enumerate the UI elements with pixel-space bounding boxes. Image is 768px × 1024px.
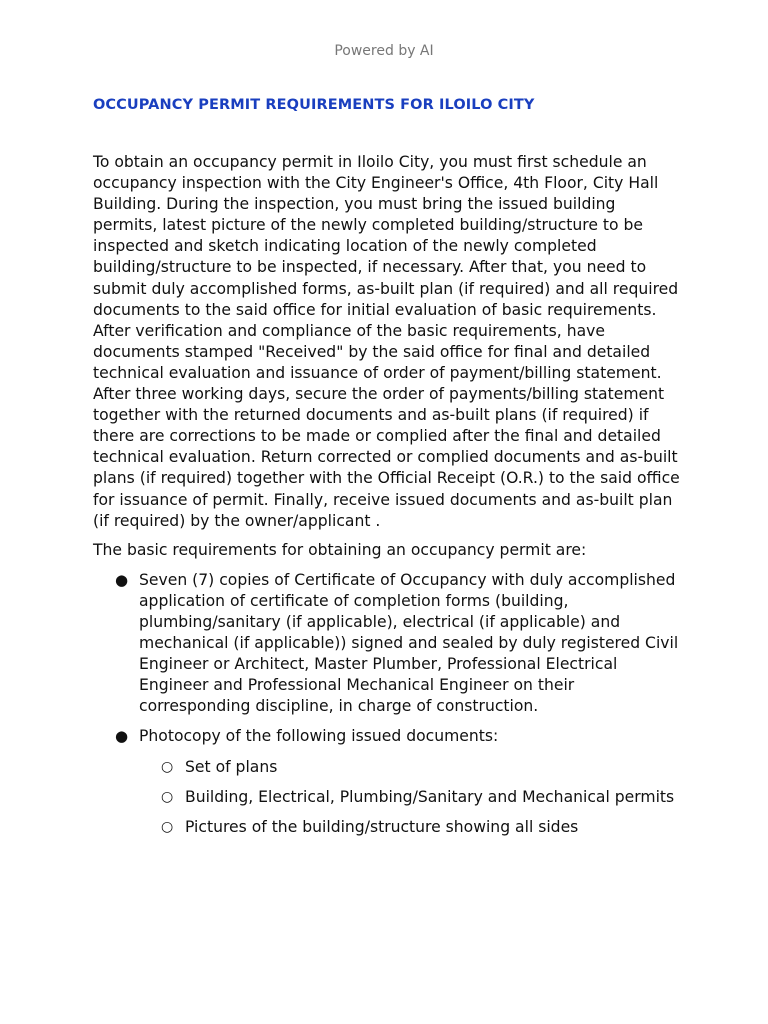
circle-bullet-icon: ○ xyxy=(161,758,174,775)
requirements-intro: The basic requirements for obtaining an occupancy permit are: xyxy=(93,540,587,559)
bullet-icon: ● xyxy=(115,727,129,746)
requirements-list xyxy=(93,570,683,838)
bullet-icon: ● xyxy=(115,570,129,589)
document-body xyxy=(93,152,683,847)
list-item-text: Seven (7) copies of Certificate of Occupancy with duly accomplished application of certificate of completion forms (building, plumbing/sanitary (if applicable), electrical (if applicable) and mechanical (if applicable)) signed and sealed by duly registered Civil Engineer or Architect, Master Plumber, Professional Electrical Engineer and Professional Mechanical Engineer on their corresponding discipline, in charge of construction. xyxy=(139,570,679,716)
circle-bullet-icon: ○ xyxy=(161,818,174,835)
documents-sublist xyxy=(139,757,683,838)
list-item xyxy=(115,570,683,718)
sub-list-item-text: Pictures of the building/structure showing all sides xyxy=(185,817,579,836)
list-item xyxy=(115,726,683,837)
powered-by-label: Powered by AI xyxy=(334,43,434,59)
list-item-text: Photocopy of the following issued documents: xyxy=(139,727,499,746)
document-title: OCCUPANCY PERMIT REQUIREMENTS FOR ILOILO CITY xyxy=(93,97,535,113)
sub-list-item xyxy=(161,787,683,808)
sub-list-item xyxy=(161,817,683,838)
main-paragraph: To obtain an occupancy permit in Iloilo City, you must first schedule an occupancy inspection with the City Engineer's Office, 4th Floor, City Hall Building. During the inspection, you must bring the issued building permits, latest picture of the newly completed building/structure to be inspected and sketch indicating location of the newly completed building/structure to be inspected, if necessary. After that, you need to submit duly accomplished forms, as-built plan (if required) and all required documents to the said office for initial evaluation of basic requirements. After verification and compliance of the basic requirements, have documents stamped "Received" by the said office for final and detailed technical evaluation and issuance of order of payment/billing statement. After three working days, secure the order of payments/billing statement together with the returned documents and as-built plans (if required) if there are corrections to be made or complied after the final and detailed technical evaluation. Return corrected or complied documents and as-built plans (if required) together with the Official Receipt (O.R.) to the said office for issuance of permit. Finally, receive issued documents and as-built plan (if required) by the owner/applicant . xyxy=(93,153,680,530)
sub-list-item xyxy=(161,757,683,778)
circle-bullet-icon: ○ xyxy=(161,788,174,805)
sub-list-item-text: Set of plans xyxy=(185,757,278,776)
sub-list-item-text: Building, Electrical, Plumbing/Sanitary and Mechanical permits xyxy=(185,787,675,806)
